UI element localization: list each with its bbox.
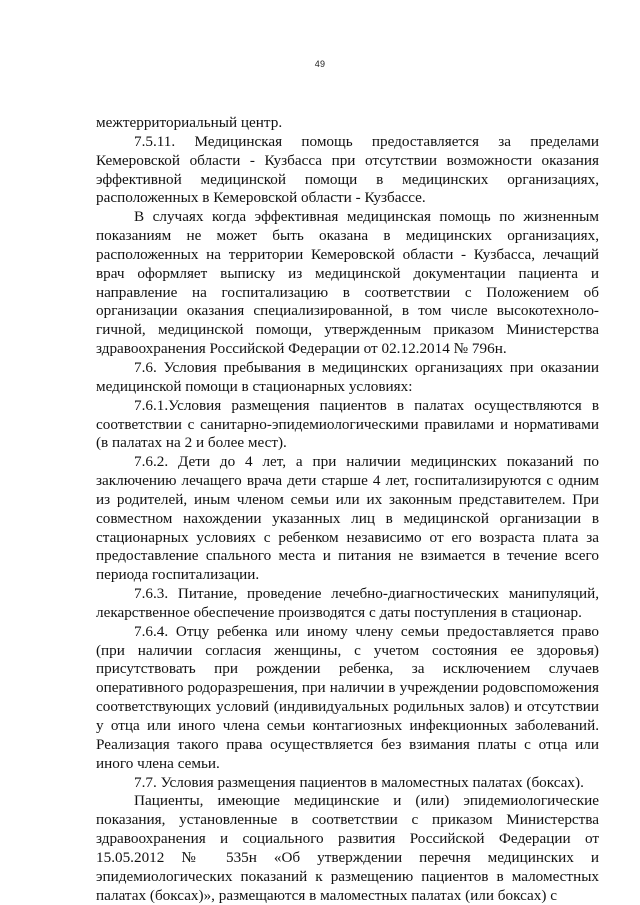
paragraph-7-6-1: 7.6.1.Условия размещения пациентов в палатах осуществляются в соответствии с санитарно-эпидемиологическими правилами и нормативами (в палатах на 2 и более мест). — [96, 396, 599, 452]
document-body — [96, 114, 599, 905]
paragraph-7-6-2: 7.6.2. Дети до 4 лет, а при наличии медицинских показаний по заключению лечащего врача дети старше 4 лет, госпитализируются с одним из родителей, иным членом семьи или их законным представителем. При совместном нахождении указанных лиц в медицинской организации в стационарных условиях с ребенком независимо от его возраста плата за предоставление спального места и питания не взимается в течение всего периода госпитализации. — [96, 453, 599, 584]
paragraph-7-6-3: 7.6.3. Питание, проведение лечебно-диагностических манипуляций, лекарственное обеспечение производятся с даты поступления в стационар. — [96, 585, 599, 621]
paragraph-7-6-4: 7.6.4. Отцу ребенка или иному члену семьи предоставляется право (при наличии согласия женщины, с учетом состояния ее здоровья) присутствовать при рождении ребенка, за исключением случаев оперативного родоразрешения, при наличии в учреждении родовспоможения соответствующих условий (индивидуальных родильных залов) и отсутствии у отца или иного члена семьи контагиозных инфекционных заболеваний. Реализация такого права осуществляется без взимания платы с отца или иного члена семьи. — [96, 622, 599, 772]
paragraph-7-5-11: 7.5.11. Медицинская помощь предоставляется за пределами Кемеровской области - Кузбасса при отсутствии возможности оказания эффективной медицинской помощи в медицинских организациях, расположенных в Кемеровской области - Кузбассе. — [96, 132, 599, 207]
page-number: 49 — [314, 59, 326, 69]
paragraph-emergency-referral: В случаях когда эффективная медицинская помощь по жизненным показаниям не может быть оказана в медицинских организациях, расположенных на территории Кемеровской области - Кузбасса, лечащий врач оформляет выписку из медицинской документации пациента и направление на госпитализацию в соответствии с Положением об организации оказания специализированной, в том числе высокотехноло-гичной, медицинской помощи, утвержденным приказом Министерства здравоохранения Российской Федерации от 02.12.2014 № 796н. — [96, 208, 599, 358]
paragraph-continuation: межтерриториальный центр. — [96, 114, 283, 131]
paragraph-7-7: 7.7. Условия размещения пациентов в маломестных палатах (боксах). — [134, 773, 584, 791]
paragraph-small-wards: Пациенты, имеющие медицинские и (или) эпидемиологические показания, установленные в соответствии с приказом Министерства здравоохранения и социального развития Российской Федерации от 15.05.2012 № 535н «Об утверждении перечня медицинских и эпидемиологических показаний к размещению пациентов в маломестных палатах (боксах)», размещаются в маломестных палатах (или боксах) с — [96, 792, 599, 904]
paragraph-7-6: 7.6. Условия пребывания в медицинских организациях при оказании медицинской помощи в стационарных условиях: — [96, 358, 599, 395]
